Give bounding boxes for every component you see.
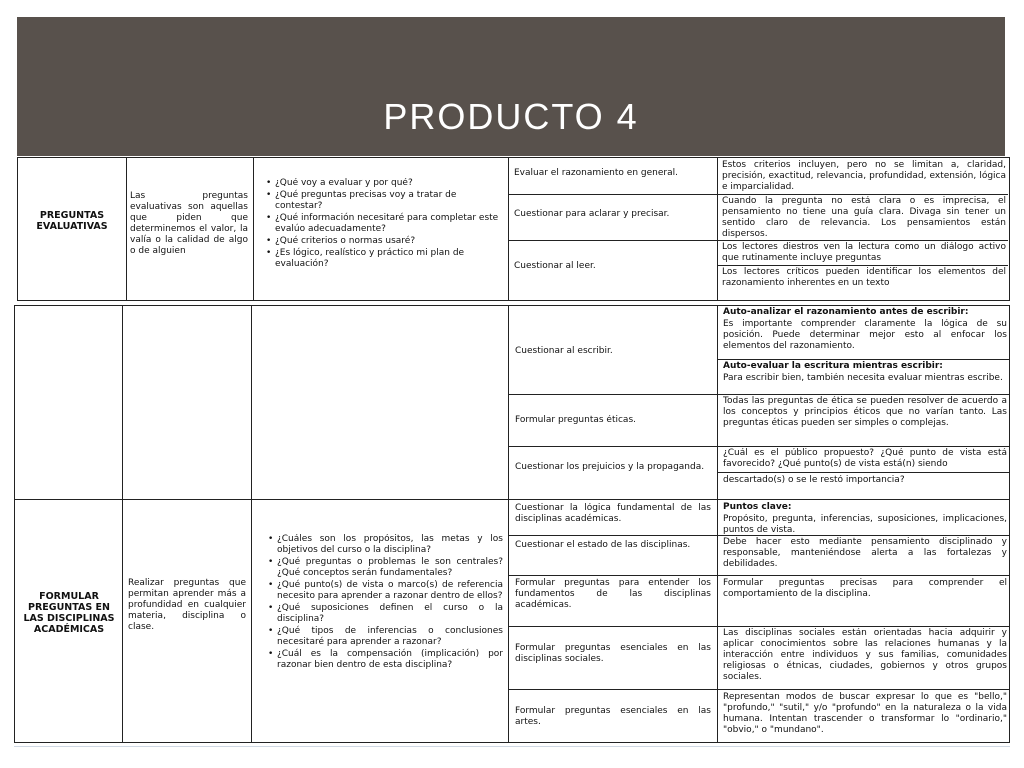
question-item: • ¿Cuáles son los propósitos, las metas y los objetivos del curso o la disciplina?	[277, 534, 503, 556]
action-cell: Cuestionar el estado de las disciplinas.	[515, 540, 691, 550]
detail-cell: Propósito, pregunta, inferencias, suposiciones, implicaciones, puntos de vista.	[723, 514, 1007, 535]
slide-title: PRODUCTO 4	[383, 96, 639, 137]
detail-cell: Formular preguntas precisas para comprender el comportamiento de la disciplina.	[723, 578, 1007, 599]
detail-heading: Puntos clave:	[723, 502, 792, 512]
question-item: • ¿Qué preguntas precisas voy a tratar de contestar?	[275, 190, 501, 212]
detail-cell: Cuando la pregunta no está clara o es imprecisa, el pensamiento no tiene una guía clara. Divaga sin tener un sentido claro de relevancia. Los pensamientos están dispersos.	[722, 196, 1006, 239]
detail-cell: Es importante comprender claramente la lógica de su posición. Puede determinar mejor esto al enfocar los elementos del razonamiento.	[723, 319, 1007, 351]
detail-cell: Debe hacer esto mediante pensamiento disciplinado y responsable, manteniéndose alerta a las fortalezas y debilidades.	[723, 537, 1007, 569]
detail-cell: Estos criterios incluyen, pero no se limitan a, claridad, precisión, exactitud, relevancia, profundidad, extensión, lógica e imparcialidad.	[722, 160, 1006, 192]
question-list	[265, 178, 501, 271]
action-cell: Cuestionar para aclarar y precisar.	[514, 209, 670, 219]
detail-cell: ¿Cuál es el público propuesto? ¿Qué punto de vista está favorecido? ¿Qué punto(s) de vista está(n) siendo	[723, 448, 1007, 469]
question-item: • ¿Qué criterios o normas usaré?	[275, 236, 501, 247]
detail-heading: Auto-evaluar la escritura mientras escribir:	[723, 361, 943, 371]
action-cell: Cuestionar al leer.	[514, 261, 596, 271]
detail-cell: Todas las preguntas de ética se pueden resolver de acuerdo a los conceptos y principios éticos que no varían tanto. Las preguntas éticas pueden ser simples o complejas.	[723, 396, 1007, 428]
question-item: • ¿Cuál es la compensación (implicación) por razonar bien dentro de esta disciplina?	[277, 649, 503, 671]
question-item: • ¿Qué información necesitaré para completar este evalúo adecuadamente?	[275, 213, 501, 235]
detail-cell: descartado(s) o se le restó importancia?	[723, 475, 905, 485]
action-cell: Formular preguntas esenciales en las disciplinas sociales.	[515, 643, 711, 664]
action-cell: Evaluar el razonamiento en general.	[514, 168, 678, 178]
action-cell: Formular preguntas para entender los fundamentos de las disciplinas académicas.	[515, 578, 711, 610]
question-item: • ¿Es lógico, realístico y práctico mi plan de evaluación?	[275, 248, 501, 270]
slide-header	[17, 17, 1005, 156]
question-item: • ¿Qué preguntas o problemas le son centrales? ¿Qué conceptos serán fundamentales?	[277, 557, 503, 579]
detail-cell: Para escribir bien, también necesita evaluar mientras escribe.	[723, 373, 1003, 383]
detail-cell: Representan modos de buscar expresar lo que es "bello," "profundo," "sutil," y/o "profundo" en la naturaleza o la vida humana. Intentan trascender o transformar lo "ordinario," "obvio," o "mundano".	[723, 692, 1007, 735]
detail-heading: Auto-analizar el razonamiento antes de escribir:	[723, 307, 969, 317]
academic-questions-table	[14, 305, 1010, 743]
footer-divider	[14, 746, 1010, 747]
action-cell: Cuestionar la lógica fundamental de las disciplinas académicas.	[515, 503, 711, 524]
definition-disciplinas-academicas: Realizar preguntas que permitan aprender más a profundidad en cualquier materia, disciplina o clase.	[128, 578, 246, 632]
detail-cell: Los lectores críticos pueden identificar los elementos del razonamiento inherentes en un texto	[722, 267, 1006, 288]
question-item: • ¿Qué tipos de inferencias o conclusiones necesitaré para aprender a razonar?	[277, 626, 503, 648]
row-label-disciplinas-academicas: FORMULAR PREGUNTAS EN LAS DISCIPLINAS ACADÉMICAS	[23, 591, 115, 635]
action-cell: Cuestionar los prejuicios y la propaganda.	[515, 462, 705, 472]
question-item: • ¿Qué punto(s) de vista o marco(s) de referencia necesito para aprender a razonar dentro de ellos?	[277, 580, 503, 602]
evaluative-questions-table	[17, 157, 1010, 301]
definition-preguntas-evaluativas: Las preguntas evaluativas son aquellas que piden que determinemos el valor, la valía o la calidad de algo o de alguien	[130, 191, 248, 256]
detail-cell: Los lectores diestros ven la lectura como un diálogo activo que rutinamente incluye preguntas	[722, 242, 1006, 263]
question-item: • ¿Qué voy a evaluar y por qué?	[275, 178, 501, 189]
question-list	[267, 534, 503, 672]
detail-cell: Las disciplinas sociales están orientadas hacia adquirir y aplicar conocimientos sobre las relaciones humanas y la interacción entre individuos y sus familias, comunidades religiosas o étnicas, ciudades, gobiernos y otros grupos sociales.	[723, 628, 1007, 682]
action-cell: Cuestionar al escribir.	[515, 346, 613, 356]
action-cell: Formular preguntas esenciales en las artes.	[515, 706, 711, 727]
question-item: • ¿Qué suposiciones definen el curso o la disciplina?	[277, 603, 503, 625]
row-label-preguntas-evaluativas: PREGUNTAS EVALUATIVAS	[36, 210, 108, 232]
action-cell: Formular preguntas éticas.	[515, 415, 636, 425]
